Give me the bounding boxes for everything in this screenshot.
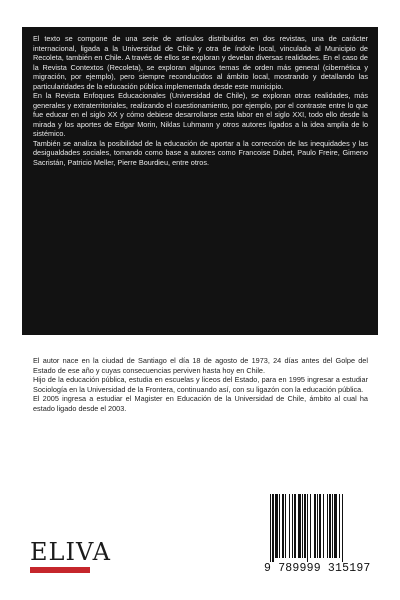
bio-paragraph: Hijo de la educación pública, estudia en escuelas y liceos del Estado, para en 1995 ingresar a estudiar Sociología en la Universidad de la Frontera, continuando así, con su ligazón con la educación pública. xyxy=(33,375,368,394)
barcode-bar xyxy=(342,494,343,562)
barcode-bar xyxy=(310,494,311,558)
barcode-bar xyxy=(339,494,340,558)
barcode-bar xyxy=(294,494,296,558)
synopsis-paragraph: También se analiza la posibilidad de la educación de aportar a la corrección de las inequidades y las desigualdades sociales, tomando como base a autores como Francoise Dubet, Paulo Freire, Gimeno Sacristán, Patricio Meller, Pierre Bourdieu, entre otros. xyxy=(33,138,368,167)
barcode-bar xyxy=(298,494,301,558)
barcode-bar xyxy=(317,494,318,558)
barcode-bar xyxy=(275,494,278,558)
isbn-barcode xyxy=(262,486,376,584)
publisher-logo-bar xyxy=(30,567,90,573)
barcode-bar xyxy=(329,494,331,558)
barcode-bar xyxy=(332,494,333,558)
bio-paragraph: El autor nace en la ciudad de Santiago el día 18 de agosto de 1973, 24 días antes del Golpe del Estado de ese año y cuyas consecuencias perviven hasta hoy en Chile. xyxy=(33,356,368,375)
barcode-bar xyxy=(319,494,321,558)
barcode-bar xyxy=(307,494,308,562)
barcode-bar xyxy=(323,494,324,558)
barcode-bar xyxy=(314,494,316,558)
bio-paragraph: El 2005 ingresa a estudiar el Magister en Educación de la Universidad de Chile, ámbito al cual ha estado ligado desde el 2003. xyxy=(33,394,368,413)
barcode-digits: 9 789999 315197 xyxy=(264,562,371,575)
barcode-bar xyxy=(292,494,293,558)
barcode-bar xyxy=(304,494,306,558)
barcode-bar xyxy=(289,494,290,558)
author-bio xyxy=(33,356,368,413)
barcode-bar xyxy=(285,494,286,558)
barcode-bar xyxy=(270,494,271,562)
barcode-bar xyxy=(302,494,303,558)
synopsis-text xyxy=(33,34,368,167)
barcode-bar xyxy=(327,494,328,558)
barcode-bar xyxy=(282,494,284,558)
publisher-logo-text: ELIVA xyxy=(30,538,111,566)
barcode-bar xyxy=(272,494,274,562)
barcode-bar xyxy=(334,494,337,558)
synopsis-paragraph: El texto se compone de una serie de artículos distribuidos en dos revistas, una de carácter internacional, ligada a la Universidad de Chile y otra de índole local, vinculada al Municipio de Recoleta, también en Chile. A través de ellos se exploran y develan diversas realidades. En el caso de la Revista Contextos (Recoleta), se exploran algunos temas de orden más general (cibernética y migración, por ejemplo), pero siempre reconducidos al ámbito local, mostrando y detallando las particularidades de la educación pública implementada desde este municipio. xyxy=(33,34,368,91)
synopsis-paragraph: En la Revista Enfoques Educacionales (Universidad de Chile), se exploran otras realidades, más generales y extraterritoriales, realizando el cuestionamiento, por ejemplo, por el contraste entre lo que fue educar en el siglo XX y cómo debiese desarrollarse esta labor en el siglo XXI, todo ello desde la mirada y los aportes de Edgar Morin, Niklas Luhmann y otros autores ligados a la idea amplia de lo sistémico. xyxy=(33,91,368,138)
publisher-logo xyxy=(30,538,111,580)
barcode-bars xyxy=(270,494,368,562)
barcode-bar xyxy=(279,494,280,558)
